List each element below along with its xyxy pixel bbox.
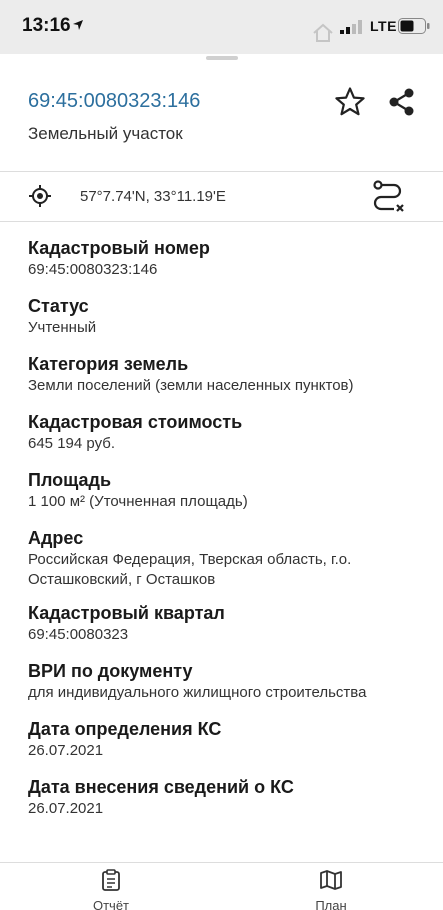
battery-icon (398, 18, 430, 34)
map-icon (319, 869, 343, 891)
property-item (28, 775, 428, 833)
signal-icon (340, 20, 364, 34)
property-item (28, 236, 428, 294)
tab-report[interactable] (61, 869, 161, 910)
property-value: 69:45:0080323 (28, 626, 129, 643)
property-value: для индивидуального жилищного строительства (28, 684, 367, 701)
tab-report-label: Отчёт (92, 898, 130, 910)
property-item (28, 294, 428, 352)
property-label: Дата внесения сведений о КС (28, 777, 294, 797)
network-type: LTE (370, 18, 397, 34)
property-label: Площадь (28, 470, 112, 490)
star-icon[interactable] (334, 86, 366, 118)
property-label: Адрес (28, 528, 84, 548)
property-label: Категория земель (28, 354, 189, 374)
property-value-line2: Осташковский, г Осташков (28, 571, 216, 588)
property-value: 69:45:0080323:146 (28, 261, 158, 278)
property-item (28, 468, 428, 526)
location-arrow-icon (72, 19, 84, 31)
home-icon (312, 22, 334, 44)
coordinates-text[interactable]: 57°7.74'N, 33°11.19'E (80, 188, 226, 205)
tab-plan-label: План (315, 898, 347, 910)
clipboard-icon (100, 869, 122, 891)
parcel-type: Земельный участок (28, 124, 183, 143)
property-value: 1 100 м² (Уточненная площадь) (28, 493, 248, 510)
property-item (28, 659, 428, 717)
property-label: ВРИ по документу (28, 661, 193, 681)
property-label: Дата определения КС (28, 719, 222, 739)
property-item (28, 352, 428, 410)
target-icon[interactable] (28, 184, 52, 208)
bottom-tab-bar (0, 862, 443, 910)
route-icon[interactable] (370, 178, 406, 214)
tab-plan[interactable] (281, 869, 381, 910)
property-value: 26.07.2021 (28, 742, 104, 759)
property-value: 645 194 руб. (28, 435, 115, 452)
property-label: Кадастровый номер (28, 238, 210, 258)
property-value: Российская Федерация, Тверская область, г.о. (28, 551, 352, 568)
property-item (28, 410, 428, 468)
property-list (28, 236, 428, 833)
property-label: Статус (28, 296, 89, 316)
property-item (28, 601, 428, 659)
property-label: Кадастровый квартал (28, 603, 225, 623)
property-value: Земли поселений (земли населенных пунктов) (28, 377, 354, 394)
coordinates-row (0, 172, 443, 222)
parcel-header (0, 60, 443, 172)
share-icon[interactable] (388, 88, 416, 116)
property-label: Кадастровая стоимость (28, 412, 243, 432)
cadastral-number-link[interactable]: 69:45:0080323:146 (28, 90, 201, 112)
property-item (28, 526, 428, 601)
property-item (28, 717, 428, 775)
property-value: 26.07.2021 (28, 800, 104, 817)
status-bar (0, 0, 443, 54)
property-value: Учтенный (28, 319, 97, 336)
status-time: 13:16 (22, 15, 71, 36)
